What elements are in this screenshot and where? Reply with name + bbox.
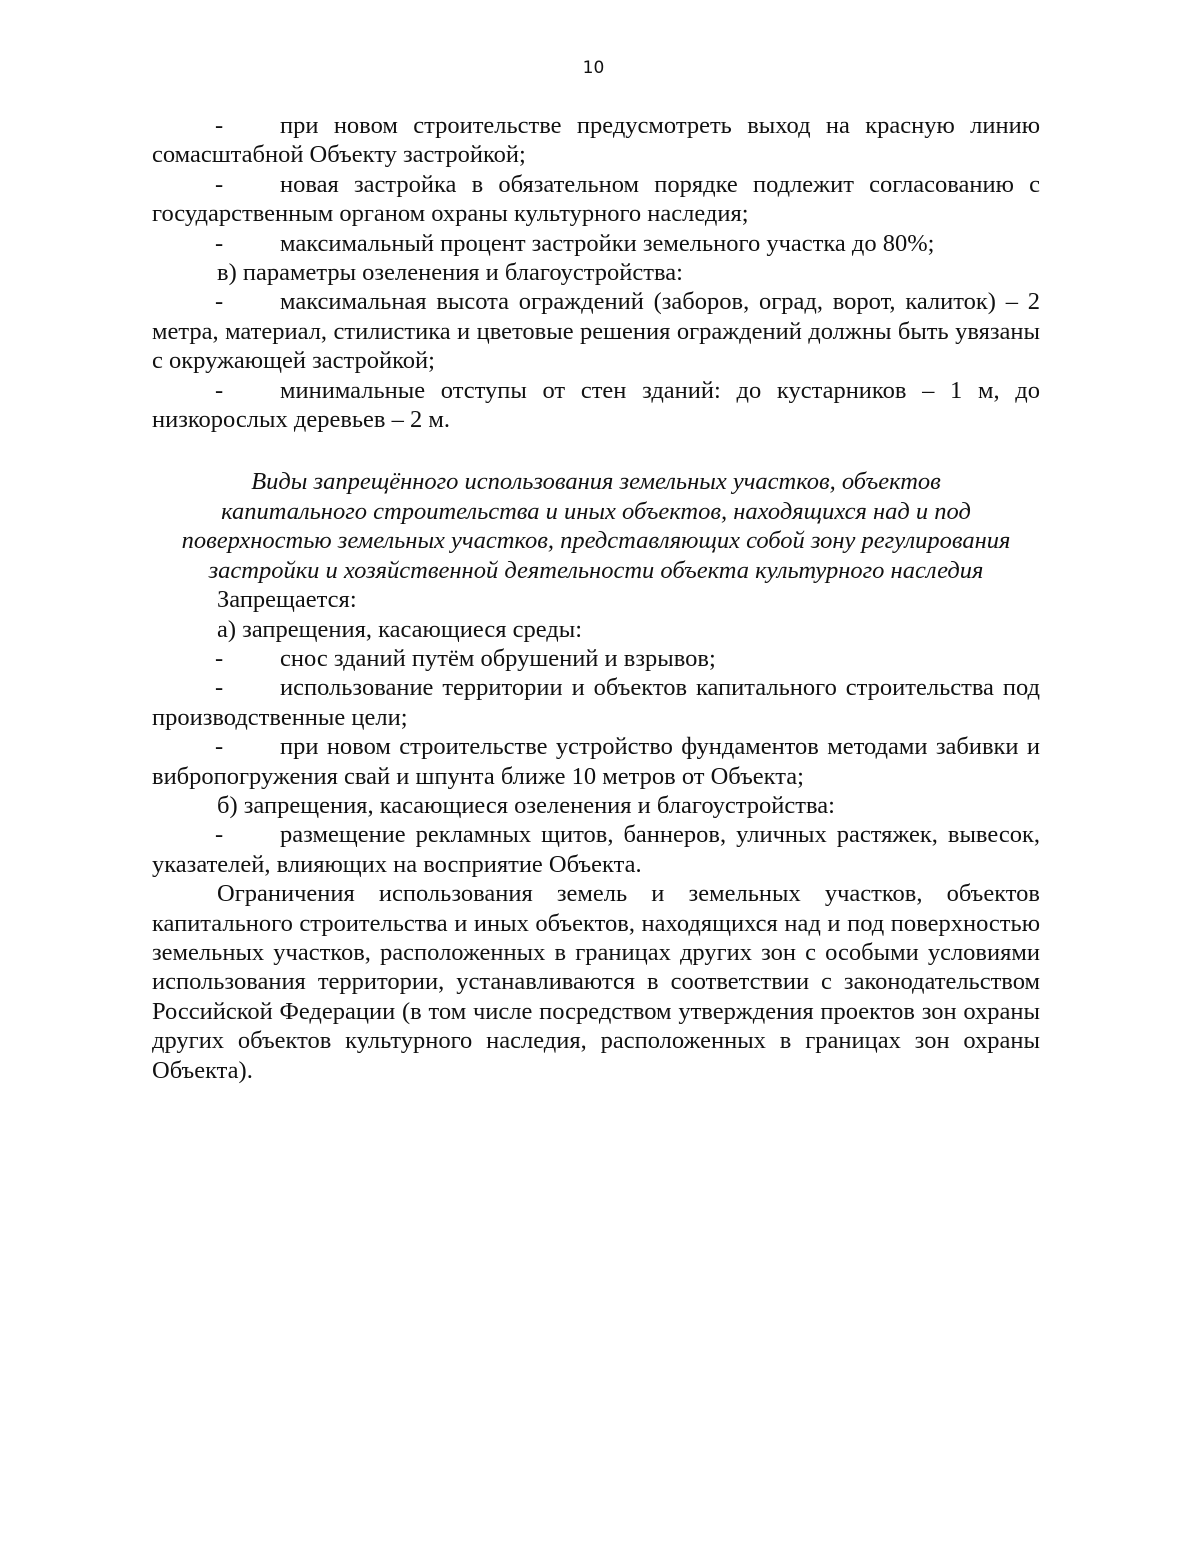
dash-marker: - <box>215 733 224 761</box>
dash-marker: - <box>215 288 224 316</box>
dash-list-item <box>152 732 1040 791</box>
dash-list-item <box>152 229 1040 258</box>
requirements-list <box>152 111 1040 434</box>
dash-list-item <box>152 820 1040 879</box>
page-number: 10 <box>582 58 605 78</box>
list-item-text: при новом строительстве предусмотреть выход на красную линию сомасштабной Объекту застройкой; <box>152 112 1040 169</box>
heading-line: застройки и хозяйственной деятельности объекта культурного наследия <box>208 556 984 584</box>
list-item-text: минимальные отступы от стен зданий: до кустарников – 1 м, до низкорослых деревьев – 2 м. <box>152 376 1040 434</box>
paragraph: а) запрещения, касающиеся среды: <box>217 615 582 643</box>
list-item-text: максимальный процент застройки земельного участка до 80%; <box>280 229 935 257</box>
section-heading <box>152 467 1040 585</box>
dash-marker: - <box>215 376 224 404</box>
list-item-text: размещение рекламных щитов, баннеров, уличных растяжек, вывесок, указателей, влияющих на восприятие Объекта. <box>152 821 1040 878</box>
document-body <box>152 111 1040 1085</box>
dash-marker: - <box>215 170 224 198</box>
list-item-text: снос зданий путём обрушений и взрывов; <box>280 644 716 672</box>
dash-list-item <box>152 376 1040 435</box>
paragraph: в) параметры озеленения и благоустройства: <box>217 259 683 287</box>
paragraph: Запрещается: <box>217 586 357 614</box>
paragraph: Ограничения использования земель и земельных участков, объектов капитального строительства и иных объектов, находящихся над и под поверхностью земельных участков, расположенных в границах других зон с особыми условиями использования территории, устанавливаются в соответствии с законодательством Российской Федерации (в том числе посредством утверждения проектов зон охраны других объектов культурного наследия, расположенных в границах зон охраны Объекта). <box>152 880 1040 1084</box>
dash-list-item <box>152 673 1040 732</box>
dash-list-item <box>152 111 1040 170</box>
dash-marker: - <box>215 821 224 849</box>
list-item-text: использование территории и объектов капитального строительства под производственные цели; <box>152 674 1040 731</box>
dash-list-item <box>152 287 1040 375</box>
paragraph: б) запрещения, касающиеся озеленения и благоустройства: <box>217 791 835 819</box>
heading-line: Виды запрещённого использования земельных участков, объектов <box>251 468 941 496</box>
list-item-text: новая застройка в обязательном порядке подлежит согласованию с государственным органом охраны культурного наследия; <box>152 170 1040 228</box>
heading-line: поверхностью земельных участков, представляющих собой зону регулирования <box>181 527 1011 555</box>
dash-marker: - <box>215 112 224 139</box>
dash-list-item <box>152 170 1040 229</box>
heading-line: капитального строительства и иных объектов, находящихся над и под <box>221 497 971 525</box>
prohibitions-list <box>152 585 1040 1085</box>
dash-list-item <box>152 644 1040 673</box>
list-item-text: максимальная высота ограждений (заборов, оград, ворот, калиток) – 2 метра, материал, стилистика и цветовые решения ограждений должны быть увязаны с окружающей застройкой; <box>152 288 1040 375</box>
dash-marker: - <box>215 674 224 702</box>
list-item-text: при новом строительстве устройство фундаментов методами забивки и вибропогружения свай и шпунта ближе 10 метров от Объекта; <box>152 733 1040 790</box>
dash-marker: - <box>215 229 224 257</box>
dash-marker: - <box>215 644 224 672</box>
